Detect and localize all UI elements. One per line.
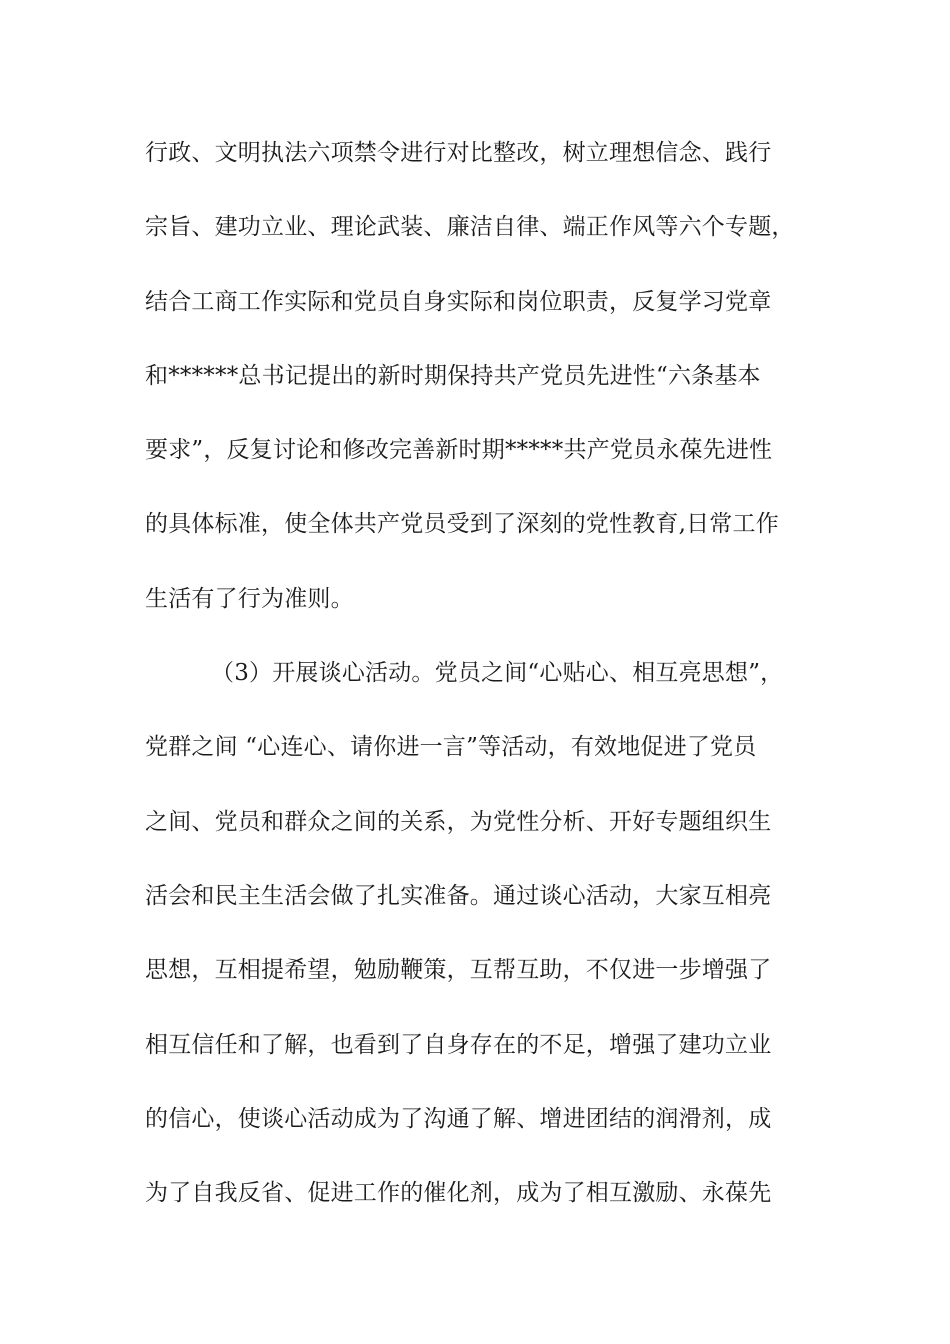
text-line: 结合工商工作实际和党员自身实际和岗位职责，反复学习党章 — [145, 288, 772, 315]
text-line: 为了自我反省、促进工作的催化剂，成为了相互激励、永葆先 — [145, 1180, 772, 1207]
text-line: 要求”，反复讨论和修改完善新时期*****共产党员永葆先进性 — [145, 437, 773, 464]
text-line: 思想，互相提希望，勉励鞭策，互帮互助，不仅进一步增强了 — [145, 957, 772, 984]
text-line: 的具体标准，使全体共产党员受到了深刻的党性教育,日常工作 — [145, 511, 779, 538]
paragraph-2 — [145, 650, 835, 1244]
text-line: 之间、党员和群众之间的关系，为党性分析、开好专题组织生 — [145, 808, 772, 835]
text-line: （3）开展谈心活动。党员之间“心贴心、相互亮思想”， — [211, 660, 784, 687]
text-line: 相互信任和了解，也看到了自身存在的不足，增强了建功立业 — [145, 1031, 772, 1058]
document-body — [145, 130, 835, 1244]
text-line: 行政、文明执法六项禁令进行对比整改，树立理想信念、践行 — [145, 140, 772, 166]
paragraph-1 — [145, 130, 835, 650]
text-line: 和******总书记提出的新时期保持共产党员先进性“六条基本 — [145, 362, 761, 389]
text-line: 活会和民主生活会做了扎实准备。通过谈心活动，大家互相亮 — [145, 882, 772, 909]
text-line: 党群之间 “心连心、请你进一言”等活动，有效地促进了党员 — [145, 734, 757, 761]
text-line: 生活有了行为准则。 — [145, 585, 354, 612]
text-line: 宗旨、建功立业、理论武装、廉洁自律、端正作风等六个专题， — [145, 214, 795, 241]
text-line: 的信心，使谈心活动成为了沟通了解、增进团结的润滑剂，成 — [145, 1105, 772, 1132]
